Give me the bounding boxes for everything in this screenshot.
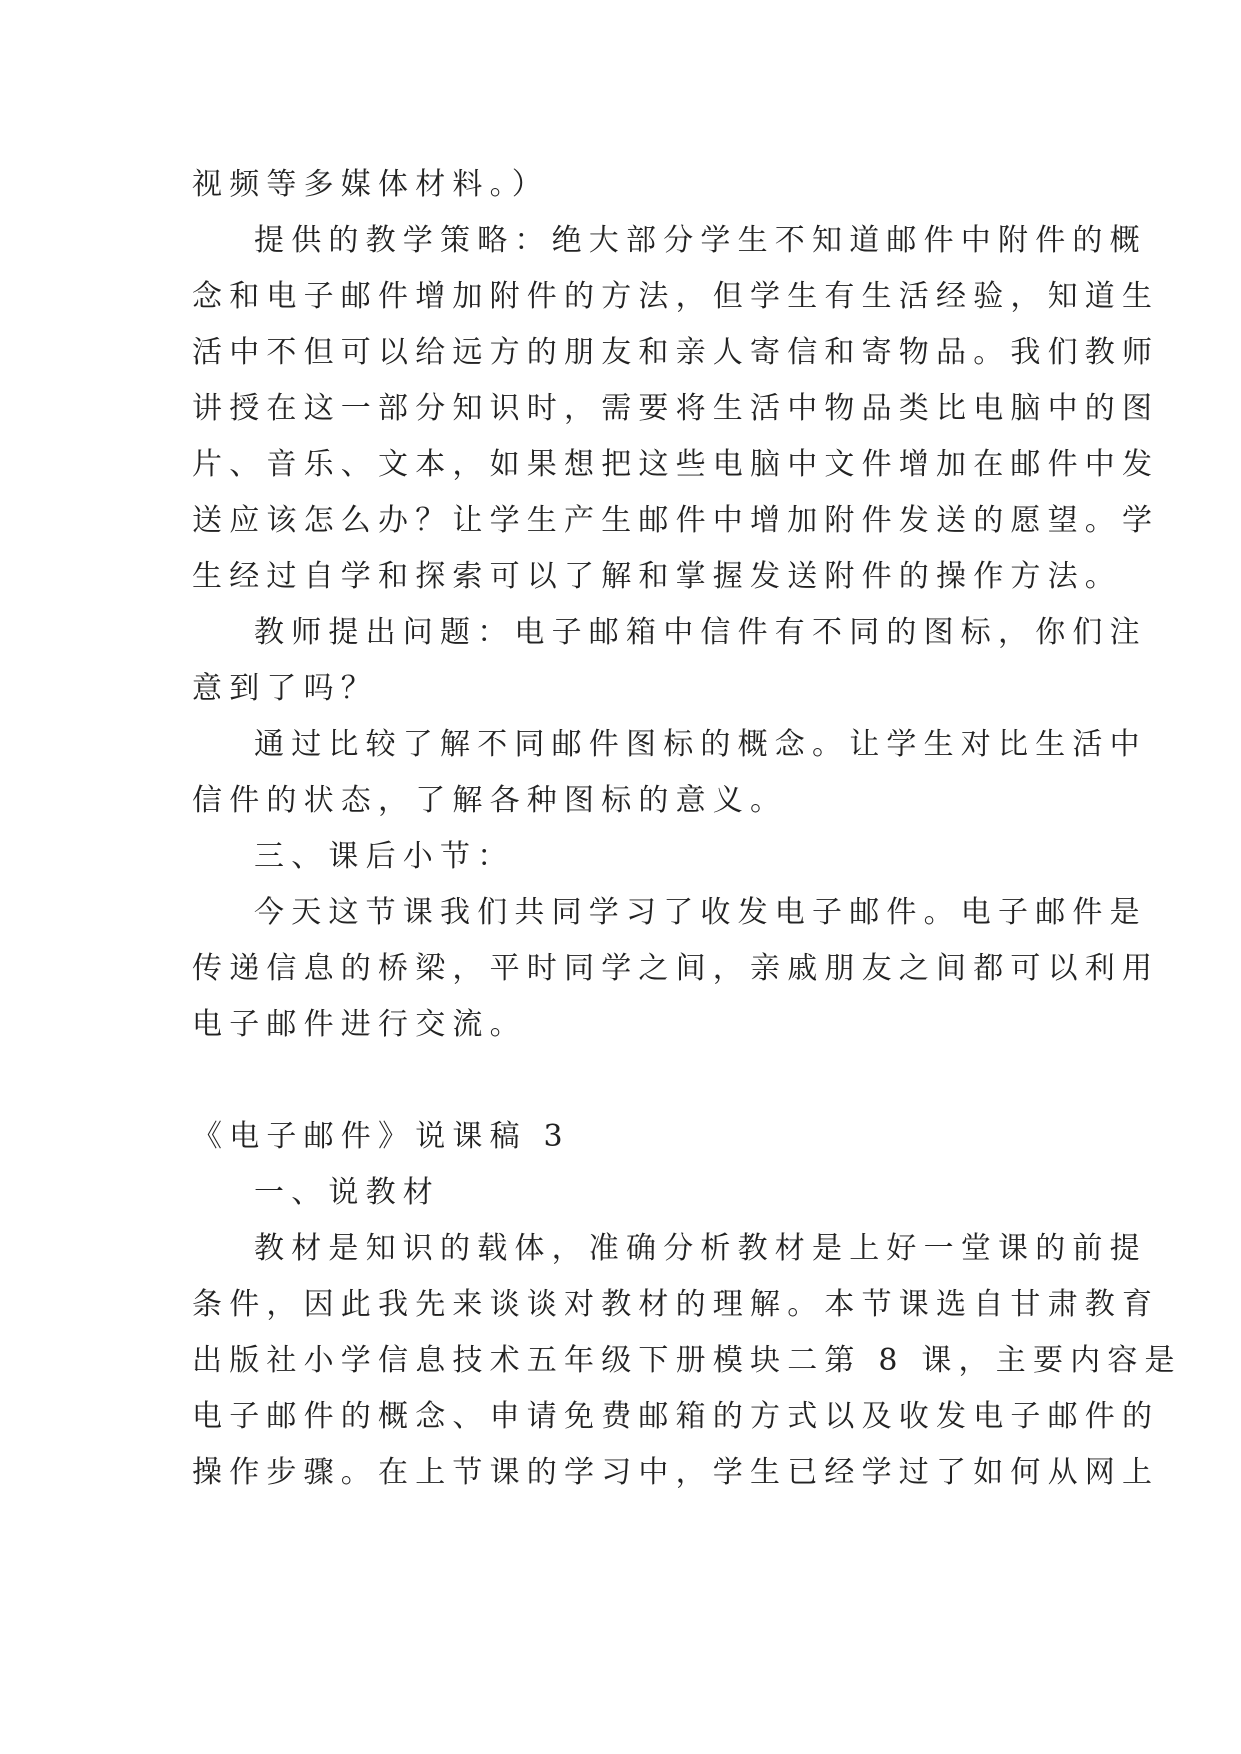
text-line: 意到了吗？ xyxy=(192,671,378,706)
text-line: 操作步骤。在上节课的学习中，学生已经学过了如何从网上 xyxy=(192,1455,1160,1490)
text-line: 活中不但可以给远方的朋友和亲人寄信和寄物品。我们教师 xyxy=(192,335,1160,370)
text-line: 电子邮件进行交流。 xyxy=(192,1007,527,1042)
text-line: 生经过自学和探索可以了解和掌握发送附件的操作方法。 xyxy=(192,559,1122,594)
text-line: 信件的状态，了解各种图标的意义。 xyxy=(192,783,788,818)
text-line: 念和电子邮件增加附件的方法，但学生有生活经验，知道生 xyxy=(192,279,1160,314)
text-line: 传递信息的桥梁，平时同学之间，亲戚朋友之间都可以利用 xyxy=(192,951,1160,986)
text-line: 视频等多媒体材料。） xyxy=(192,167,549,202)
text-line: 送应该怎么办？让学生产生邮件中增加附件发送的愿望。学 xyxy=(192,503,1160,538)
paragraph-line: 今天这节课我们共同学习了收发电子邮件。电子邮件是 xyxy=(254,895,1147,930)
text-line: 电子邮件的概念、申请免费邮箱的方式以及收发电子邮件的 xyxy=(192,1399,1160,1434)
section-heading: 一、说教材 xyxy=(254,1175,440,1210)
paragraph-line: 教师提出问题：电子邮箱中信件有不同的图标，你们注 xyxy=(254,615,1147,650)
paragraph-line: 教材是知识的载体，准确分析教材是上好一堂课的前提 xyxy=(254,1231,1147,1266)
paragraph-line: 提供的教学策略：绝大部分学生不知道邮件中附件的概 xyxy=(254,223,1147,258)
document-title: 《电子邮件》说课稿 3 xyxy=(192,1119,570,1154)
text-line: 条件，因此我先来谈谈对教材的理解。本节课选自甘肃教育 xyxy=(192,1287,1160,1322)
text-line: 片、音乐、文本，如果想把这些电脑中文件增加在邮件中发 xyxy=(192,447,1160,482)
text-line: 出版社小学信息技术五年级下册模块二第 8 课，主要内容是 xyxy=(192,1343,1182,1378)
text-line: 讲授在这一部分知识时，需要将生活中物品类比电脑中的图 xyxy=(192,391,1160,426)
paragraph-line: 通过比较了解不同邮件图标的概念。让学生对比生活中 xyxy=(254,727,1147,762)
section-heading: 三、课后小节： xyxy=(254,839,515,874)
